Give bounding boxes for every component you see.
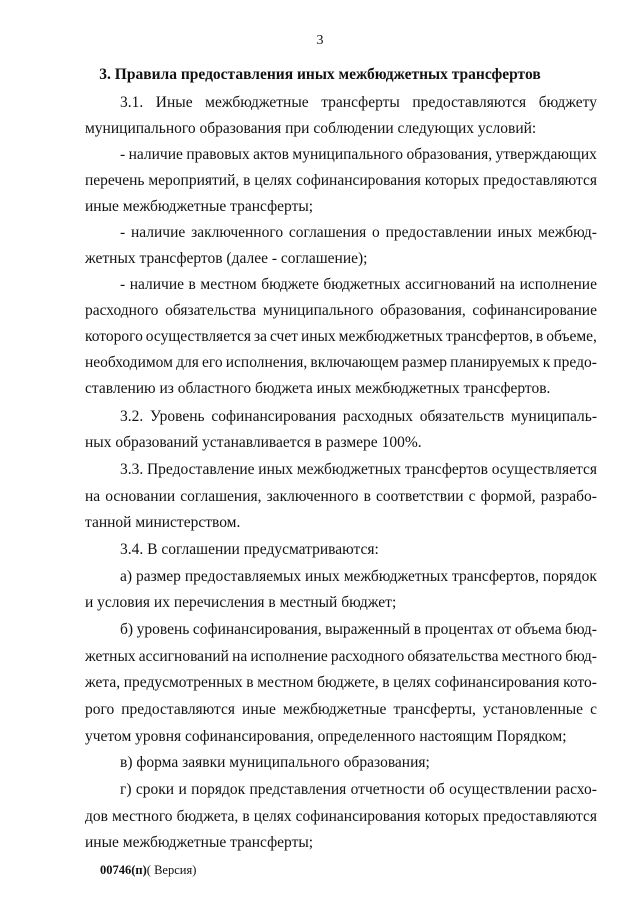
page-number: 3 (316, 33, 324, 48)
text-line: перечень мероприятий, в целях софинансирования которых предоставляются (85, 172, 597, 189)
document-code: 00746(п) (100, 863, 147, 877)
text-line: дов местного бюджета, в целях софинансирования которых предоставляются (85, 808, 597, 825)
text-line: муниципального образования при соблюдении следующих условий: (85, 120, 537, 137)
text-line: необходимом для его исполнения, включающем размер планируемых к предо- (85, 354, 597, 371)
text-line: учетом уровня софинансирования, определенного настоящим Порядком; (85, 728, 567, 745)
text-line: а) размер предоставляемых иных межбюджетных трансфертов, порядок (120, 568, 597, 585)
text-line: иные межбюджетные трансферты; (85, 198, 314, 215)
text-line: рого предоставляются иные межбюджетные трансферты, установленные с (85, 701, 597, 718)
text-line: 3.2. Уровень софинансирования расходных обязательств муниципаль- (120, 408, 597, 425)
text-line: 3.4. В соглашении предусматриваются: (120, 541, 379, 558)
text-line: и условия их перечисления в местный бюджет; (85, 594, 397, 611)
text-line: б) уровень софинансирования, выраженный в процентах от объема бюд- (120, 621, 597, 638)
text-line: танной министерством. (85, 514, 241, 531)
text-line: в) форма заявки муниципального образования; (120, 754, 430, 771)
text-line: ных образований устанавливается в размере 100%. (85, 434, 422, 451)
text-line: на основании соглашения, заключенного в соответствии с формой, разрабо- (85, 488, 597, 505)
text-line: расходного обязательства муниципального образования, софинансирование (85, 302, 597, 319)
document-footer (100, 863, 196, 878)
text-line: 3.1. Иные межбюджетные трансферты предоставляются бюджету (120, 94, 597, 111)
section-heading: 3. Правила предоставления иных межбюджетных трансфертов (99, 66, 541, 83)
text-line: 3.3. Предоставление иных межбюджетных трансфертов осуществляется (120, 461, 597, 478)
text-line: - наличие правовых актов муниципального образования, утверждающих (120, 146, 597, 163)
text-line: г) сроки и порядок представления отчетности об осуществлении расхо- (120, 781, 597, 798)
text-line: жетных ассигнований на исполнение расходного обязательства местного бюд- (85, 648, 597, 665)
text-line: - наличие в местном бюджете бюджетных ассигнований на исполнение (120, 276, 597, 293)
document-version: ( Версия) (146, 863, 197, 877)
text-line: жетных трансфертов (далее - соглашение); (85, 250, 368, 267)
text-line: ставлению из областного бюджета иных межбюджетных трансфертов. (85, 380, 551, 397)
text-line: которого осуществляется за счет иных межбюджетных трансфертов, в объеме, (85, 328, 597, 345)
text-line: жета, предусмотренных в местном бюджете, в целях софинансирования кото- (85, 674, 597, 691)
text-line: иные межбюджетные трансферты; (85, 834, 314, 851)
text-line: - наличие заключенного соглашения о предоставлении иных межбюд- (120, 224, 597, 241)
